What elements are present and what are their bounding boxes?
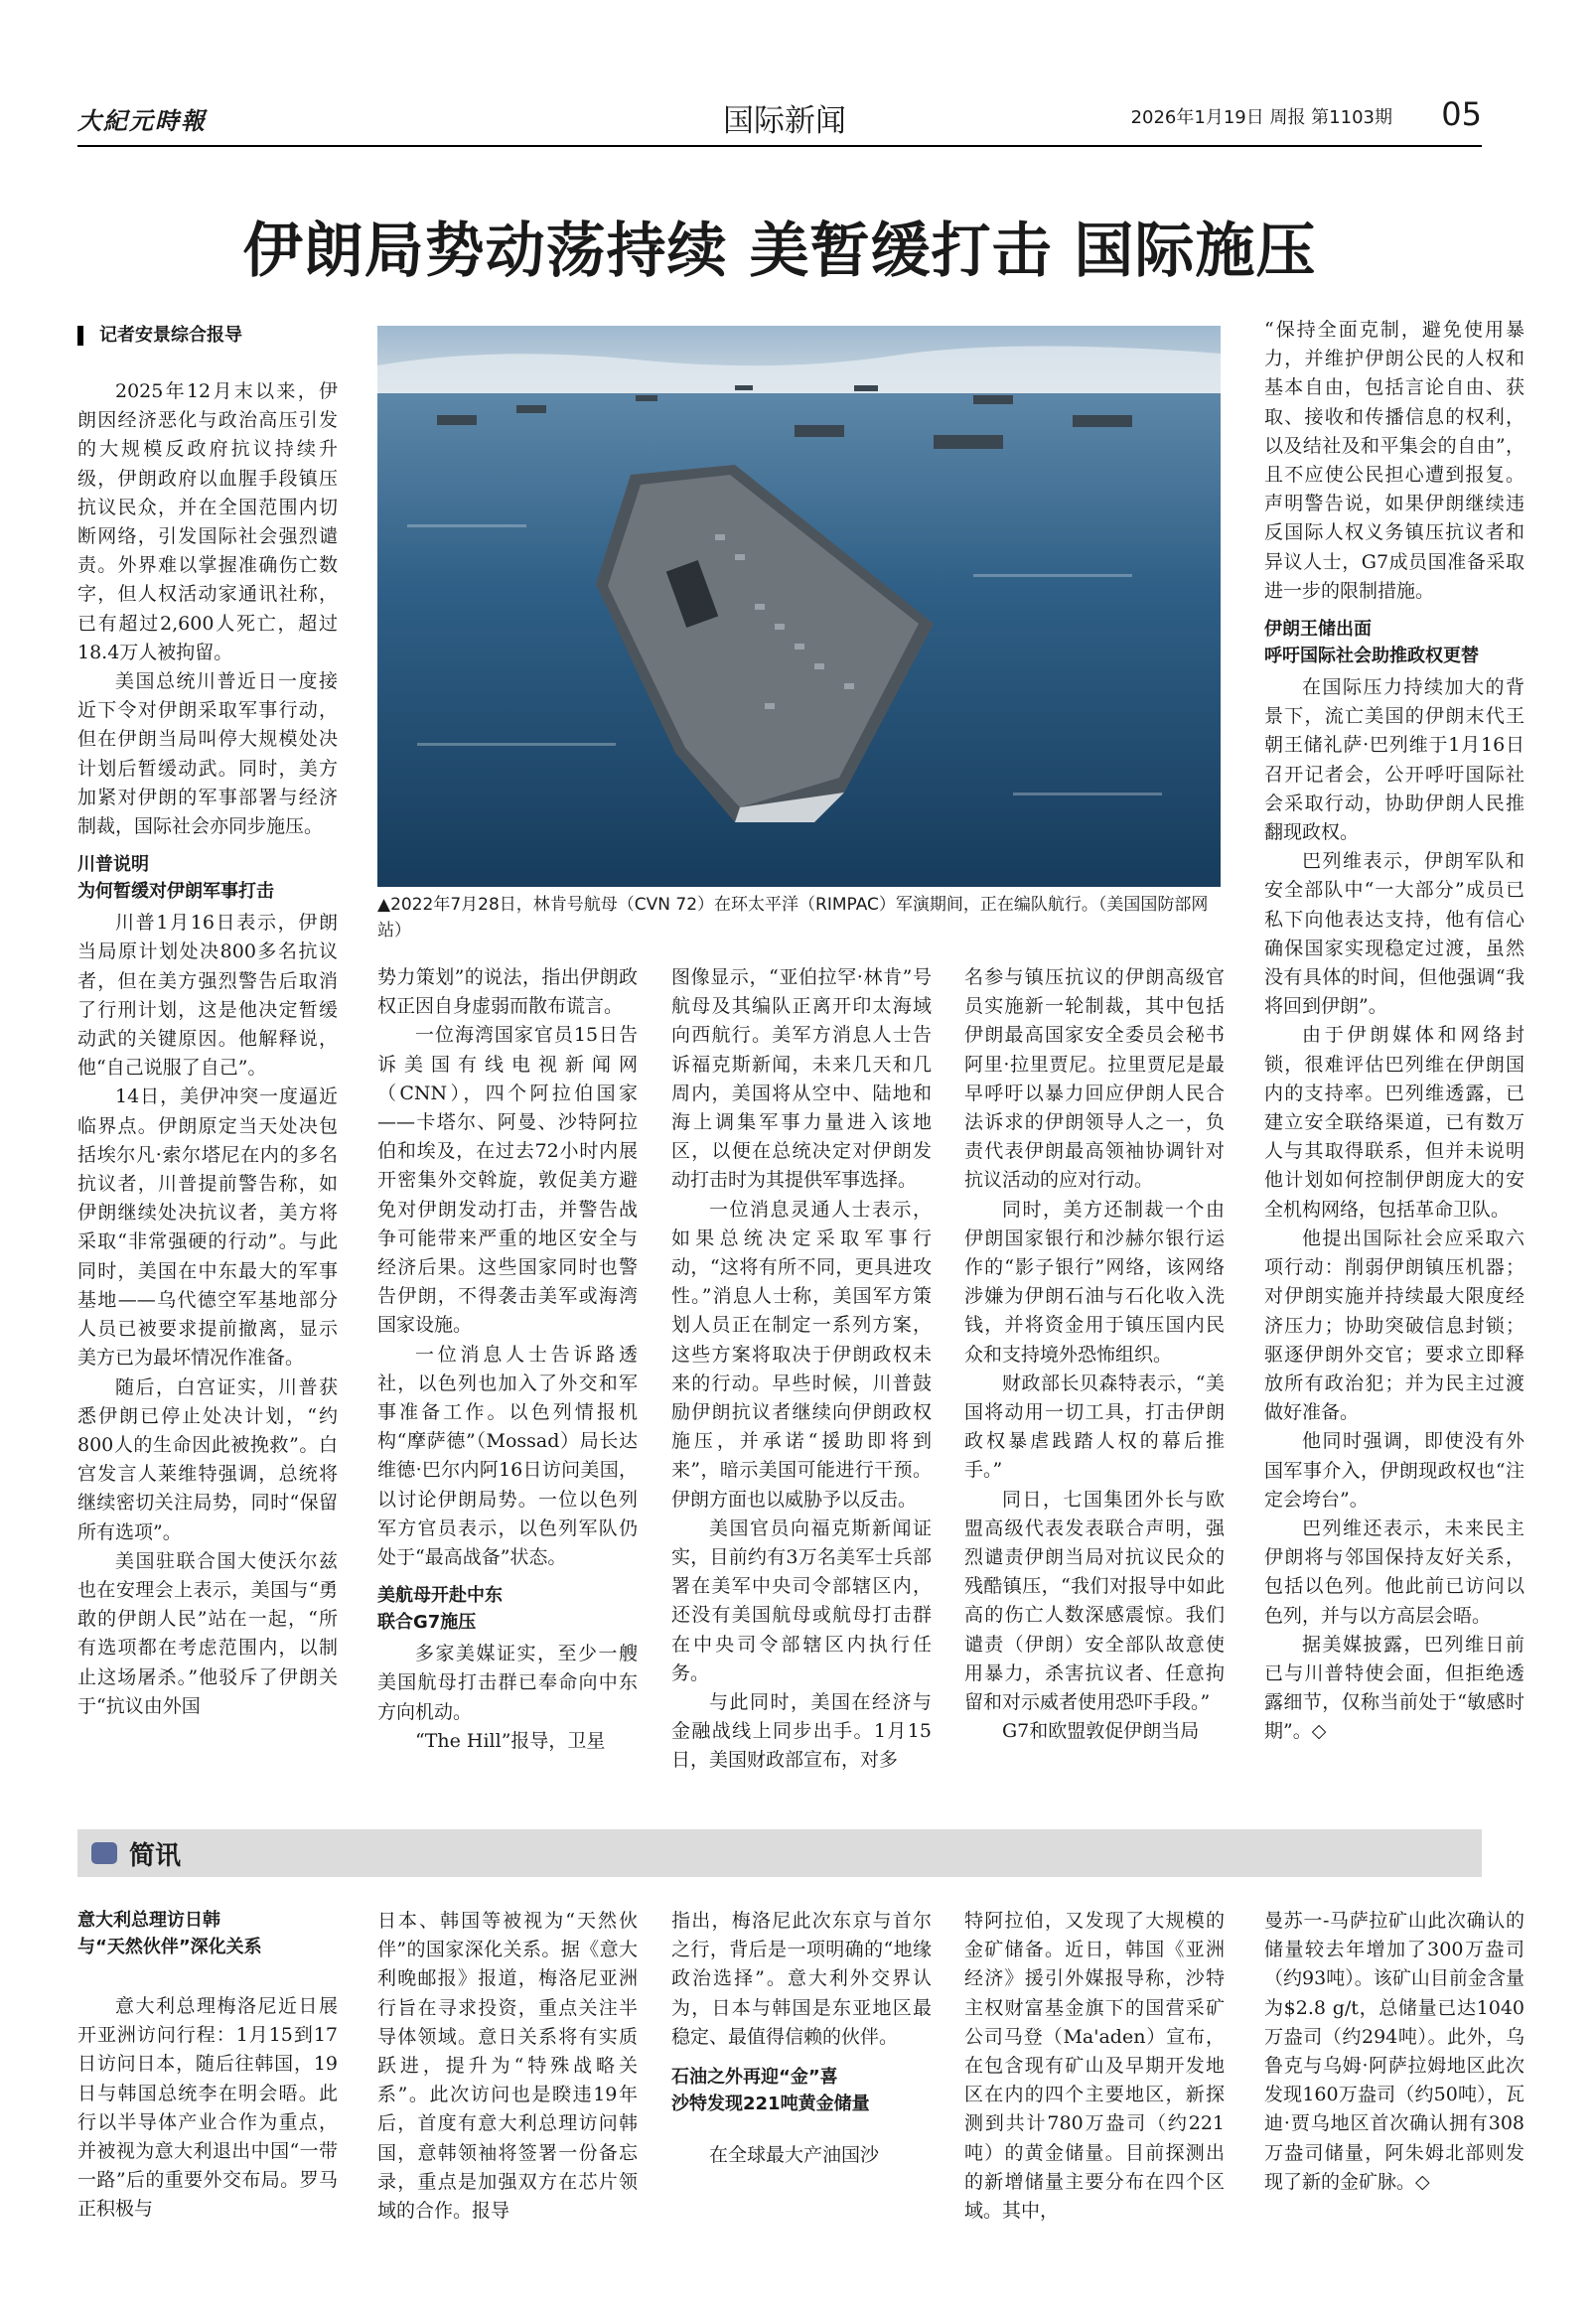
paragraph: 他提出国际社会应采取六项行动：削弱伊朗镇压机器；对伊朗实施并持续最大限度经济压力；协助突破信息封锁；驱逐伊朗外交官；要求立即释放所有政治犯；并为民主过渡做好准备。 [1264,1227,1524,1424]
paragraph: 美国总统川普近日一度接近下令对伊朗采取军事行动，但在伊朗当局叫停大规模处决计划后暂缓动武。同时，美方加紧对伊朗的军事部署与经济制裁，国际社会亦同步施压。 [77,670,338,838]
paragraph: 一位海湾国家官员15日告诉美国有线电视新闻网（CNN），四个阿拉伯国家——卡塔尔、阿曼、沙特阿拉伯和埃及，在过去72小时内展开密集外交斡旋，敦促美方避免对伊朗发动打击，并警告战争可能带来严重的地区安全与经济后果。这些国家同时也警告伊朗，不得袭击美军或海湾国家设施。 [377,1024,638,1337]
paragraph: 一位消息人士告诉路透社，以色列也加入了外交和军事准备工作。以色列情报机构“摩萨德”（Mossad）局长达维德·巴尔内阿16日访问美国，以讨论伊朗局势。一位以色列军方官员表示，以色列军队仍处于“最高战备”状态。 [377,1343,638,1569]
subheading: 川普说明 [77,854,149,876]
paragraph: 14日，美伊冲突一度逼近临界点。伊朗原定当天处决包括埃尔凡·索尔塔尼在内的多名抗议者，川普提前警告称，如伊朗继续处决抗议者，美方将采取“非常强硬的行动”。与此同时，美国在中东最大的军事基地——乌代德空军基地部分人员已被要求提前撤离，显示美方已为最坏情况作准备。 [77,1085,338,1370]
paragraph: “The Hill”报导，卫星 [415,1729,606,1752]
brief-section-bar [77,1829,1482,1877]
paragraph: 指出，梅洛尼此次东京与首尔之行，背后是一项明确的“地缘政治选择”。意大利外交界认为，日本与韩国是东亚地区最稳定、最值得信赖的伙伴。 [671,1910,932,2048]
paragraph: 意大利总理梅洛尼近日展开亚洲访问行程：1月15到17日访问日本，随后往韩国，19日与韩国总统李在明会晤。此行以半导体产业合作为重点，并被视为意大利退出中国“一带一路”后的重要外交布局。罗马正积极与 [77,1995,338,2221]
paragraph: 巴列维表示，伊朗军队和安全部队中“一大部分”成员已私下向他表达支持，他有信心确保国家实现稳定过渡，虽然没有具体的时间，但他强调“我将回到伊朗”。 [1264,850,1524,1018]
subheading: 伊朗王储出面 [1264,619,1372,641]
paragraph: 曼苏一-马萨拉矿山此次确认的储量较去年增加了300万盎司（约93吨）。该矿山目前金含量为$2.8 g/t，总储量已达1040万盎司（约294吨）。此外，乌鲁克与乌姆·阿萨拉姆地区此次发现160万盎司（约50吨），瓦迪·贾乌地区首次确认拥有308万盎司储量，阿朱姆北部则发现了新的金矿脉。◇ [1264,1910,1524,2193]
paragraph: 由于伊朗媒体和网络封锁，很难评估巴列维在伊朗国内的支持率。巴列维透露，已建立安全联络渠道，已有数万人与其取得联系，但并未说明他计划如何控制伊朗庞大的安全机构网络，包括革命卫队。 [1264,1024,1524,1221]
article-column-1 [77,377,338,1721]
paragraph: 与此同时，美国在经济与金融战线上同步出手。1月15日，美国财政部宣布，对多 [671,1691,932,1772]
brief-column-5 [1264,1907,1524,2197]
subheading: 意大利总理访日韩 [77,1910,220,1931]
brief-section-label: 简讯 [129,1841,182,1871]
section-title: 国际新闻 [723,103,846,139]
paragraph: 图像显示，“亚伯拉罕·林肯”号航母及其编队正离开印太海域向西航行。美军方消息人士告诉福克斯新闻，未来几天和几周内，美国将从空中、陆地和海上调集军事力量进入该地区，以便在总统决定对伊朗发动打击时为其提供军事选择。 [671,966,932,1192]
paragraph: 川普1月16日表示，伊朗当局原计划处决800多名抗议者，但在美方强烈警告后取消了行刑计划，这是他决定暂缓动武的关键原因。他解释说，他“自己说服了自己”。 [77,912,338,1080]
paragraph: G7和欧盟敦促伊朗当局 [1002,1720,1200,1743]
paragraph: 他同时强调，即使没有外国军事介入，伊朗现政权也“注定会垮台”。 [1264,1430,1524,1511]
newspaper-logo: 大紀元時報 [77,106,207,135]
paragraph: 美国官员向福克斯新闻证实，目前约有3万名美军士兵部署在美军中央司令部辖区内，还没有美国航母或航母打击群在中央司令部辖区内执行任务。 [671,1517,932,1684]
page-number: 05 [1441,95,1482,133]
paragraph: 一位消息灵通人士表示，如果总统决定采取军事行动，“这将有所不同，更具进攻性。”消息人士称，美国军方策划人员正在制定一系列方案，这些方案将取决于伊朗政权未来的行动。早些时候，川普鼓励伊朗抗议者继续向伊朗政权施压，并承诺“援助即将到来”，暗示美国可能进行干预。伊朗方面也以威胁予以反击。 [671,1198,932,1511]
subheading: 呼吁国际社会助推政权更替 [1264,646,1479,667]
article-column-5 [1264,316,1524,1747]
paragraph: 特阿拉伯，又发现了大规模的金矿储备。近日，韩国《亚洲经济》援引外媒报导称，沙特主权财富基金旗下的国营采矿公司马登（Ma'aden）宣布，在包含现有矿山及早期开发地区在内的四个主要地区，新探测到共计780万盎司（约221吨）的黄金储量。目前探测出的新增储量主要分布在四个区域。其中， [964,1910,1225,2223]
aircraft-carrier-photo [377,326,1221,887]
headline: 伊朗局势动荡持续 美暂缓打击 国际施压 [242,217,1317,286]
paragraph: “保持全面克制，避免使用暴力，并维护伊朗公民的人权和基本自由，包括言论自由、获取、接收和传播信息的权利，以及结社及和平集会的自由”，且不应使公民担心遭到报复。声明警告说，如果伊朗继续违反国际人权义务镇压抗议者和异议人士，G7成员国准备采取进一步的限制措施。 [1264,319,1524,602]
paragraph: 同时，美方还制裁一个由伊朗国家银行和沙赫尔银行运作的“影子银行”网络，该网络涉嫌为伊朗石油与石化收入洗钱，并将资金用于镇压国内民众和支持境外恐怖组织。 [964,1198,1225,1366]
masthead-rule [77,145,1482,147]
brief-column-3 [671,1907,932,2170]
photo-caption: ▲2022年7月28日，林肯号航母（CVN 72）在环太平洋（RIMPAC）军演期间，正在编队航行。（美国国防部网站） [377,895,1209,940]
subheading: 美航母开赴中东 [377,1585,503,1607]
paragraph: 随后，白宫证实，川普获悉伊朗已停止处决计划，“约800人的生命因此被挽救”。白宫发言人莱维特强调，总统将继续密切关注局势，同时“保留所有选项”。 [77,1375,338,1543]
paragraph: 名参与镇压抗议的伊朗高级官员实施新一轮制裁，其中包括伊朗最高国家安全委员会秘书阿里·拉里贾尼。拉里贾尼是最早呼吁以暴力回应伊朗人民合法诉求的伊朗领导人之一，负责代表伊朗最高领袖协调针对抗议活动的应对行动。 [964,966,1225,1192]
paragraph: 美国驻联合国大使沃尔兹也在安理会上表示，美国与“勇敢的伊朗人民”站在一起，“所有选项都在考虑范围内，以制止这场屠杀。”他驳斥了伊朗关于“抗议由外国 [77,1549,338,1717]
masthead [77,95,1482,143]
paragraph: 日本、韩国等被视为“天然伙伴”的国家深化关系。据《意大利晚邮报》报道，梅洛尼亚洲行旨在寻求投资，重点关注半导体领域。意日关系将有实质跃进，提升为“特殊战略关系”。此次访问也是睽违19年后，首度有意大利总理访问韩国，意韩领袖将签署一份备忘录，重点是加强双方在芯片领域的合作。报导 [377,1910,638,2223]
reporter-byline: 记者安景综合报导 [77,326,336,346]
article-column-4 [964,963,1225,1746]
paragraph: 在全球最大产油国沙 [709,2144,880,2167]
subheading: 联合G7施压 [377,1612,477,1634]
subheading: 沙特发现221吨黄金储量 [671,2094,870,2115]
subheading: 石油之外再迎“金”喜 [671,2067,838,2089]
brief-column-1 [77,1907,338,2225]
article-column-2 [377,963,638,1756]
subheading: 与“天然伙伴”深化关系 [77,1937,262,1957]
paragraph: 2025年12月末以来，伊朗因经济恶化与政治高压引发的大规模反政府抗议持续升级，伊朗政府以血腥手段镇压抗议民众，并在全国范围内切断网络，引发国际社会强烈谴责。外界难以掌握准确伤亡数字，但人权活动家通讯社称，已有超过2,600人死亡，超过18.4万人被拘留。 [77,380,338,663]
paragraph: 同日，七国集团外长与欧盟高级代表发表联合声明，强烈谴责伊朗当局对抗议民众的残酷镇压，“我们对报导中如此高的伤亡人数深感震惊。我们谴责（伊朗）安全部队故意使用暴力，杀害抗议者、任意拘留和对示威者使用恐吓手段。” [964,1488,1225,1714]
subheading: 为何暂缓对伊朗军事打击 [77,881,274,903]
issue-date: 2026年1月19日 周报 第1103期 [1130,107,1392,128]
brief-column-4 [964,1907,1225,2226]
brief-column-2 [377,1907,638,2226]
paragraph: 巴列维还表示，未来民主伊朗将与邻国保持友好关系，包括以色列。他此前已访问以色列，并与以方高层会晤。 [1264,1517,1524,1627]
paragraph: 财政部长贝森特表示，“美国将动用一切工具，打击伊朗政权暴虐践踏人权的幕后推手。” [964,1372,1225,1482]
news-brief-icon [91,1842,117,1864]
paragraph: 据美媒披露，巴列维日前已与川普特使会面，但拒绝透露细节，仅称当前处于“敏感时期”。◇ [1264,1633,1524,1743]
paragraph: 势力策划”的说法，指出伊朗政权正因自身虚弱而散布谎言。 [377,966,638,1018]
article-column-3 [671,963,932,1776]
paragraph: 在国际压力持续加大的背景下，流亡美国的伊朗末代王朝王储礼萨·巴列维于1月16日召开记者会，公开呼吁国际社会采取行动，协助伊朗人民推翻现政权。 [1264,676,1524,844]
paragraph: 多家美媒证实，至少一艘美国航母打击群已奉命向中东方向机动。 [377,1643,638,1723]
